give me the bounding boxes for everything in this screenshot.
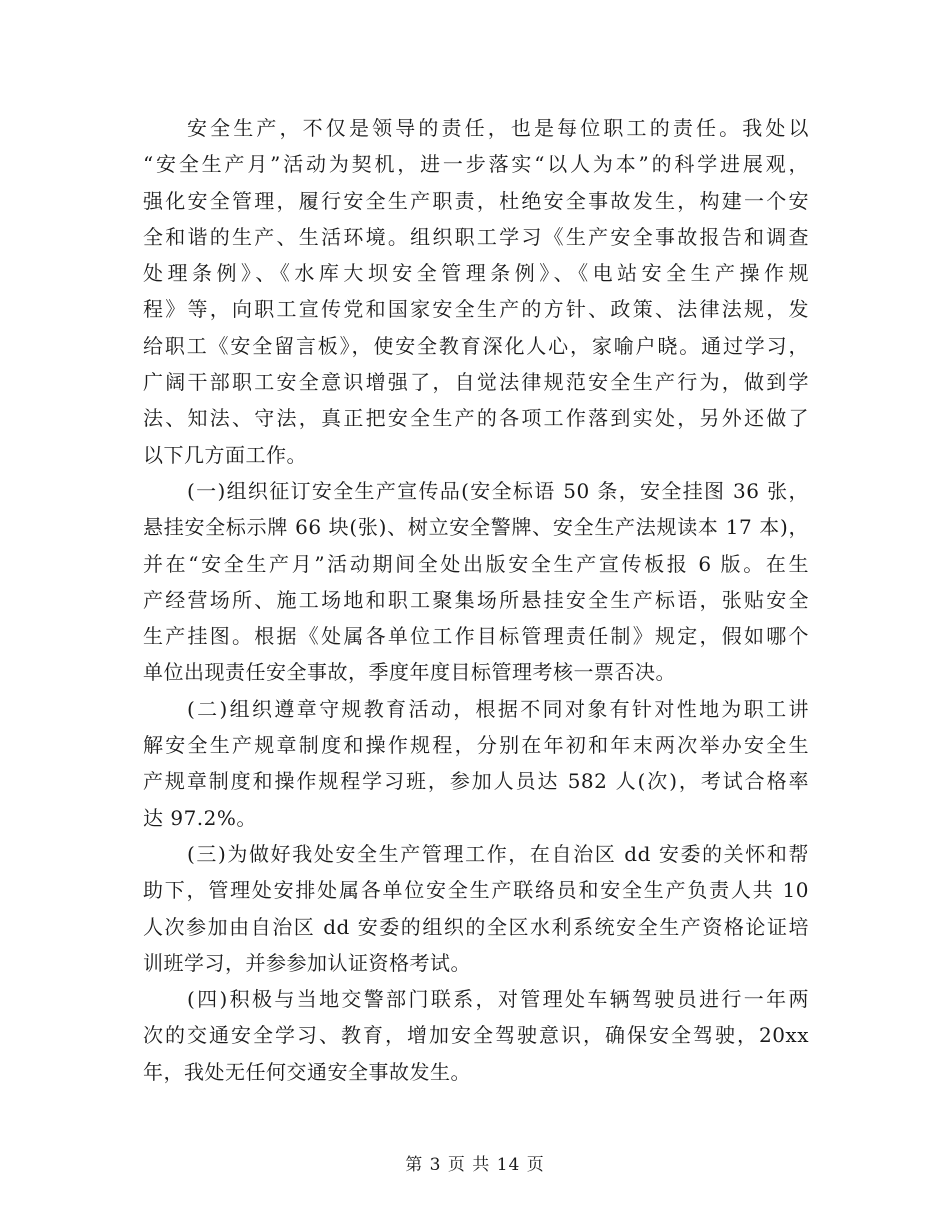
text-line: 全和谐的生产、生活环境。组织职工学习《生产安全事故报告和调查 (143, 224, 809, 249)
text-line: (二)组织遵章守规教育活动，根据不同对象有针对性地为职工讲 (187, 696, 809, 721)
text-line: 并在“安全生产月”活动期间全处出版安全生产宣传板报 6 版。在生 (143, 551, 809, 576)
text-line: 广阔干部职工安全意识增强了，自觉法律规范安全生产行为，做到学 (143, 370, 809, 395)
text-line: 解安全生产规章制度和操作规程，分别在年初和年末两次举办安全生 (143, 733, 809, 758)
text-line: 年，我处无任何交通安全事故发生。 (143, 1059, 471, 1084)
body-text (143, 110, 809, 1090)
text-line: 悬挂安全标示牌 66 块(张)、树立安全警牌、安全生产法规读本 17 本)， (143, 515, 809, 540)
text-line: 单位出现责任安全事故，季度年度目标管理考核一票否决。 (143, 660, 676, 685)
text-line: 法、知法、守法，真正把安全生产的各项工作落到实处，另外还做了 (143, 406, 809, 431)
text-line: 程》等，向职工宣传党和国家安全生产的方针、政策、法律法规，发 (143, 297, 809, 322)
text-line: 次的交通安全学习、教育，增加安全驾驶意识，确保安全驾驶，20xx (143, 1023, 809, 1048)
text-line: 处理条例》、《水库大坝安全管理条例》、《电站安全生产操作规 (143, 261, 809, 286)
text-line: 以下几方面工作。 (143, 442, 307, 467)
text-line: 达 97.2%。 (143, 805, 257, 830)
text-line: 强化安全管理，履行安全生产职责，杜绝安全事故发生，构建一个安 (143, 188, 809, 213)
text-line: (一)组织征订安全生产宣传品(安全标语 50 条，安全挂图 36 张， (187, 478, 809, 503)
text-line: 给职工《安全留言板》，使安全教育深化人心，家喻户晓。通过学习， (143, 333, 809, 358)
text-line: 安全生产，不仅是领导的责任，也是每位职工的责任。我处以 (187, 116, 809, 140)
page-number-footer: 第 3 页 共 14 页 (405, 1155, 545, 1175)
text-line: 训班学习，并参参加认证资格考试。 (143, 950, 471, 975)
text-line: (四)积极与当地交警部门联系，对管理处车辆驾驶员进行一年两 (187, 987, 809, 1012)
text-line: 产规章制度和操作规程学习班，参加人员达 582 人(次)，考试合格率 (143, 769, 809, 794)
text-line: “安全生产月”活动为契机，进一步落实“以人为本”的科学进展观， (143, 152, 809, 177)
text-line: 生产挂图。根据《处属各单位工作目标管理责任制》规定，假如哪个 (143, 624, 809, 649)
text-line: 人次参加由自治区 dd 安委的组织的全区水利系统安全生产资格论证培 (143, 914, 809, 939)
text-line: (三)为做好我处安全生产管理工作，在自治区 dd 安委的关怀和帮 (187, 841, 809, 866)
text-line: 产经营场所、施工场地和职工聚集场所悬挂安全生产标语，张贴安全 (143, 587, 809, 612)
text-line: 助下，管理处安排处属各单位安全生产联络员和安全生产负责人共 10 (143, 878, 809, 903)
